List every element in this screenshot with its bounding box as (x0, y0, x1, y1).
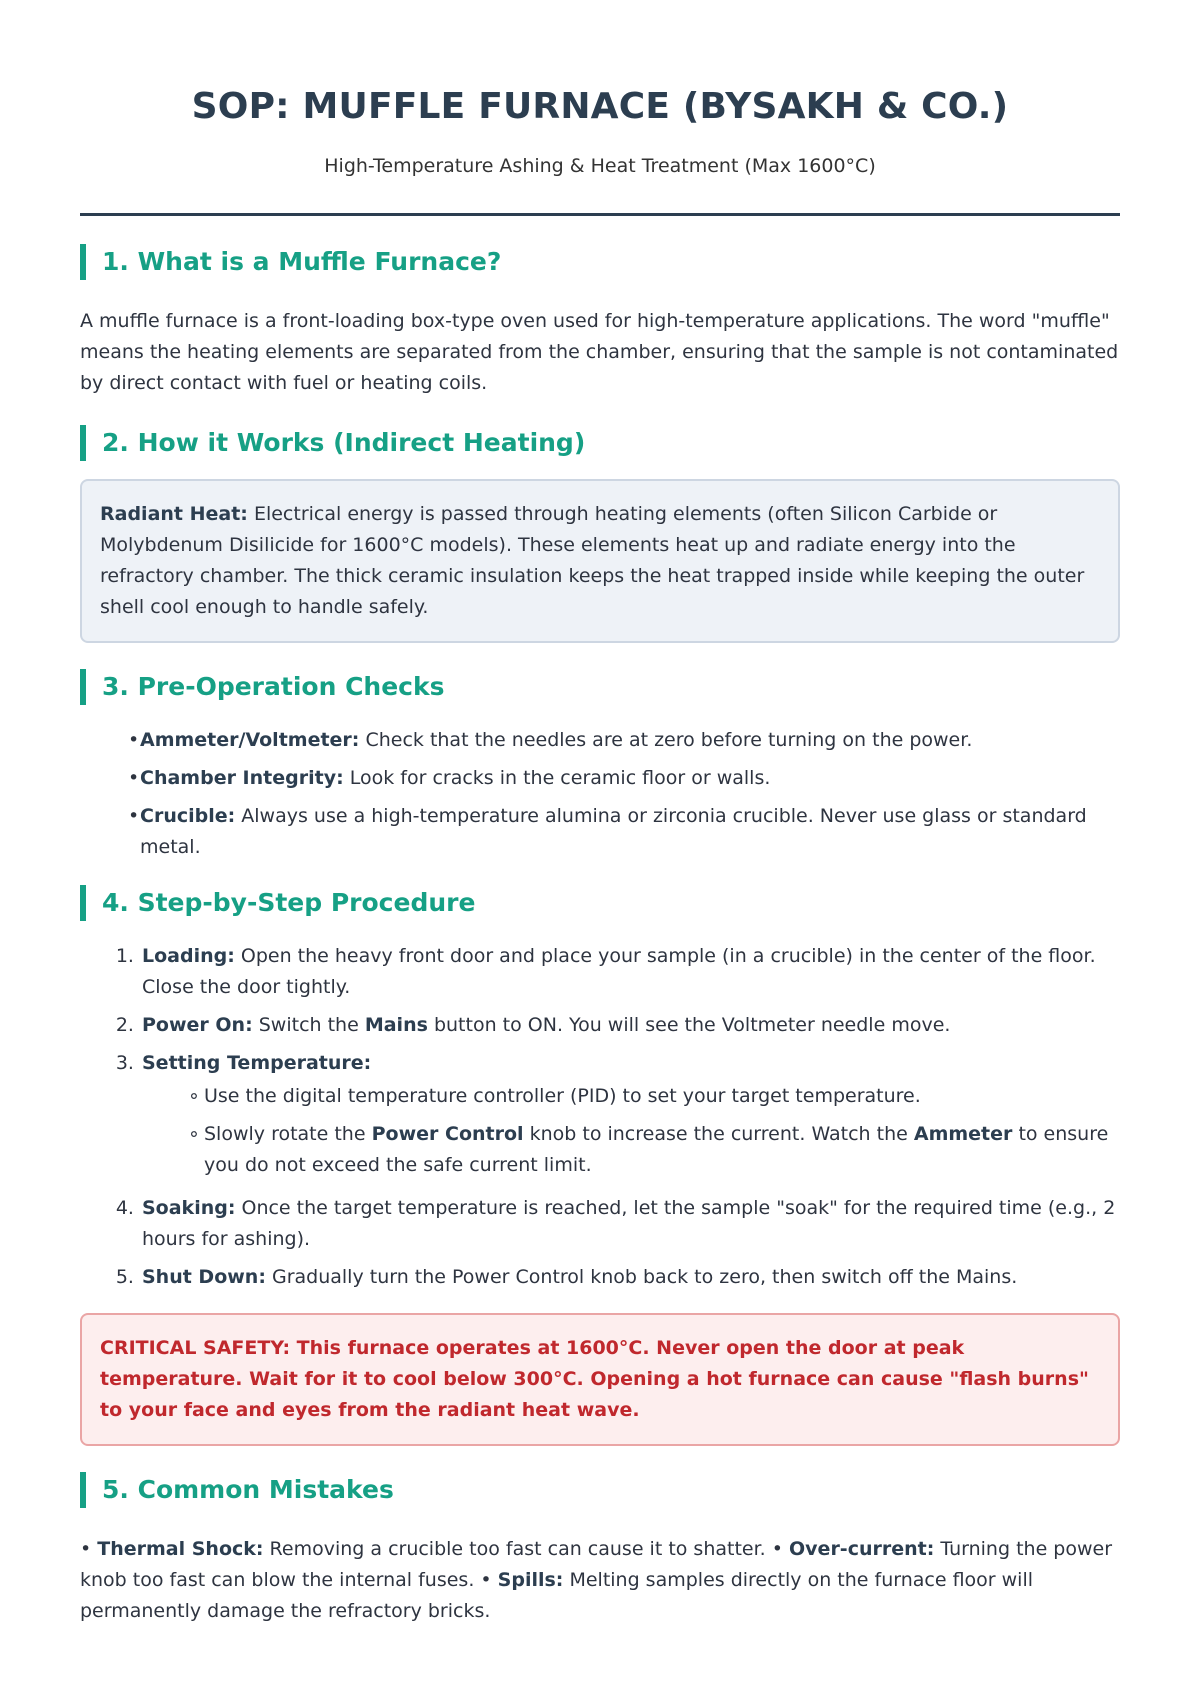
step-label: Shut Down: (142, 1266, 266, 1288)
step-text: Once the target temperature is reached, let the sample "soak" for the required time (e.g., 2 hours for ashing). (142, 1197, 1116, 1250)
common-mistakes-body: • Thermal Shock: Removing a crucible too fast can cause it to shatter. • Over-current: Turning the power knob too fast can blow the internal fuses. • Spills: Melting samples directly on the furnace floor will permanently damage the refractory bricks. (80, 1538, 1113, 1622)
header-divider (80, 213, 1120, 216)
check-text: Check that the needles are at zero before turning on the power. (365, 729, 973, 751)
substep-text: to ensure you do not exceed the safe current limit. (204, 1123, 1109, 1176)
list-item (188, 1119, 1120, 1181)
step-shut-down (140, 1262, 1120, 1293)
mistake-label: Thermal Shock: (97, 1538, 264, 1560)
mistake-text: Removing a crucible too fast can cause it to shatter. (269, 1538, 766, 1560)
check-text: Always use a high-temperature alumina or zirconia crucible. Never use glass or standard metal. (140, 805, 1087, 858)
critical-safety-warning: CRITICAL SAFETY: This furnace operates at 1600°C. Never open the door at peak temperature. Wait for it to cool below 300°C. Opening a hot furnace can cause "flash burns" to your face and eyes from the radiant heat wave. (80, 1313, 1120, 1446)
section-heading-pre-operation: 3. Pre-Operation Checks (80, 669, 1120, 705)
page-subtitle: High-Temperature Ashing & Heat Treatment (Max 1600°C) (324, 155, 876, 177)
step-label: Power On: (142, 1014, 253, 1036)
section-heading-common-mistakes: 5. Common Mistakes (80, 1472, 1120, 1508)
section-heading-what-is: 1. What is a Muffle Furnace? (80, 244, 1120, 280)
step-label: Setting Temperature: (142, 1052, 372, 1074)
check-text: Look for cracks in the ceramic floor or walls. (349, 767, 771, 789)
list-item (128, 801, 1120, 863)
procedure-steps (80, 941, 1120, 1293)
check-label: Chamber Integrity: (140, 767, 344, 789)
section-body-what-is: A muffle furnace is a front-loading box-type oven used for high-temperature applications. The word "muffle" means the heating elements are separated from the chamber, ensuring that the sample is not contaminated by direct contact with fuel or heating coils. (80, 310, 1119, 394)
step-text: button to ON. You will see the Voltmeter needle move. (433, 1014, 951, 1036)
list-item (128, 725, 1120, 756)
step-soaking (140, 1193, 1120, 1255)
substep-text: Slowly rotate the (204, 1123, 366, 1145)
list-item: ∘ Use the digital temperature controller (PID) to set your target temperature. (188, 1081, 1120, 1112)
mistake-label: Spills: (497, 1569, 564, 1591)
list-item (128, 763, 1120, 794)
step-text: Open the heavy front door and place your sample (in a crucible) in the center of the floor. Close the door tightly. (142, 945, 1096, 998)
mistake-text: Turning the power knob too fast can blow the internal fuses. (80, 1538, 1113, 1591)
radiant-heat-text: Electrical energy is passed through heating elements (often Silicon Carbide or Molybdenum Disilicide for 1600°C models). These elements heat up and radiate energy into the refractory chamber. The thick ceramic insulation keeps the heat trapped inside while keeping the outer shell cool enough to handle safely. (100, 503, 1085, 618)
mistake-text: Melting samples directly on the furnace floor will permanently damage the refractory bricks. (80, 1569, 1034, 1622)
step-loading (140, 941, 1120, 1003)
substep-text: knob to increase the current. Watch the (529, 1123, 908, 1145)
section-heading-procedure: 4. Step-by-Step Procedure (80, 885, 1120, 921)
mains-term: Mains (364, 1014, 428, 1036)
step-text: Switch the (258, 1014, 359, 1036)
check-label: Crucible: (140, 805, 236, 827)
step-text: Gradually turn the Power Control knob back to zero, then switch off the Mains. (271, 1266, 1018, 1288)
pre-operation-checklist (80, 725, 1120, 863)
section-heading-how-it-works: 2. How it Works (Indirect Heating) (80, 425, 1120, 461)
step-setting-temperature (140, 1048, 1120, 1181)
step-label: Loading: (142, 945, 235, 967)
ammeter-term: Ammeter (913, 1123, 1013, 1145)
temperature-substeps (142, 1081, 1120, 1181)
mistake-label: Over-current: (789, 1538, 935, 1560)
power-control-term: Power Control (371, 1123, 524, 1145)
radiant-heat-label: Radiant Heat: (100, 503, 248, 525)
radiant-heat-info-box (80, 479, 1120, 643)
check-label: Ammeter/Voltmeter: (140, 729, 360, 751)
page-title: SOP: MUFFLE FURNACE (BYSAKH & CO.) (191, 86, 1009, 127)
step-label: Soaking: (142, 1197, 236, 1219)
step-power-on (140, 1010, 1120, 1041)
